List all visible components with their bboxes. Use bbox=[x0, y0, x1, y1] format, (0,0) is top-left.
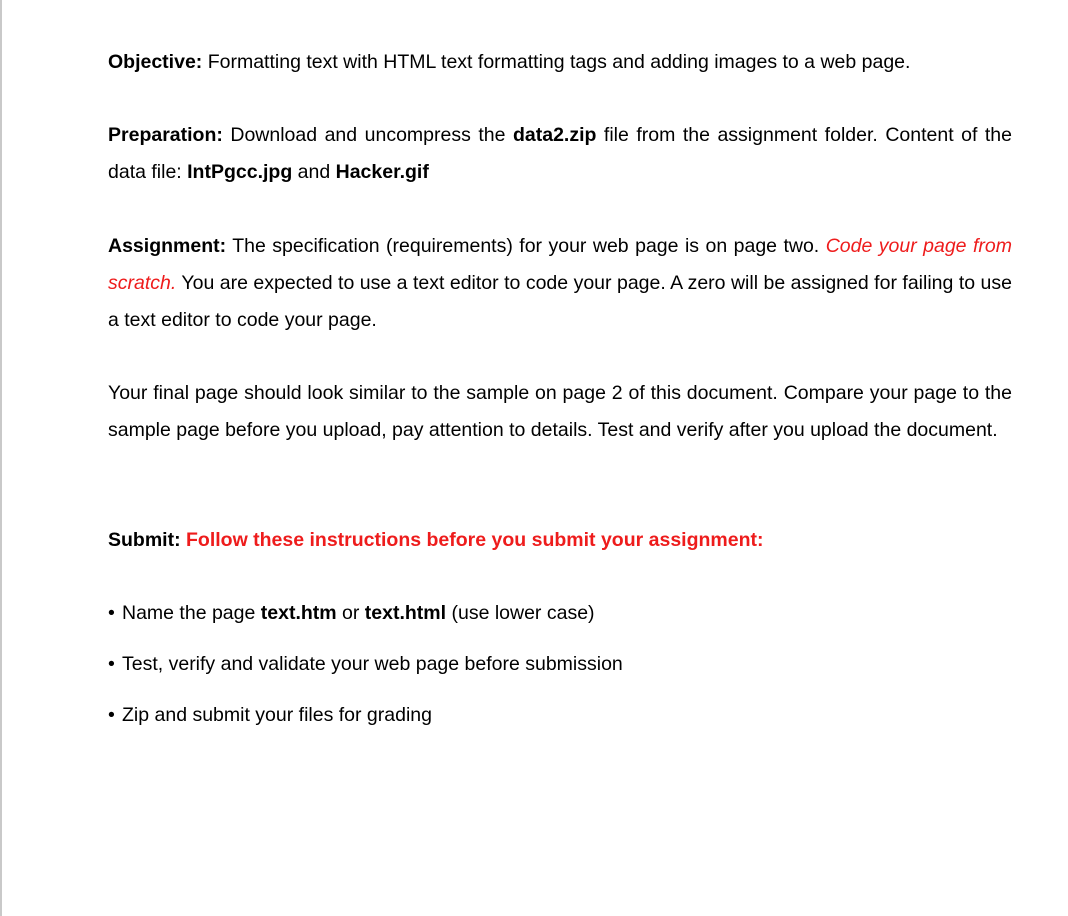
preparation-text-1: Download and uncompress the bbox=[222, 124, 513, 146]
preparation-text-2: file from the assignment folder. Content of the data file: bbox=[108, 124, 1012, 183]
submit-instructions-heading: Follow these instructions before you submit your assignment: bbox=[186, 529, 764, 551]
bullet-text-1c: (use lower case) bbox=[446, 602, 595, 624]
filename-htm: text.htm bbox=[260, 602, 337, 624]
code-from-scratch-note: Code your page from scratch. bbox=[108, 235, 1012, 294]
objective-paragraph bbox=[108, 44, 1012, 81]
objective-text: Formatting text with HTML text formatting tags and adding images to a web page. bbox=[202, 51, 911, 73]
final-page-paragraph bbox=[108, 375, 1012, 449]
preparation-label: Preparation: bbox=[108, 124, 223, 146]
image-filename-2: Hacker.gif bbox=[335, 161, 429, 183]
final-page-text: Your final page should look similar to the sample on page 2 of this document. Compare your page to the sample page before you upload, pay attention to details. Test and verify after you upload the document. bbox=[108, 382, 1012, 441]
assignment-text-2: You are expected to use a text editor to code your page. A zero will be assigned for failing to use a text editor to code your page. bbox=[108, 272, 1012, 331]
assignment-label: Assignment: bbox=[108, 235, 227, 257]
zip-filename: data2.zip bbox=[512, 124, 597, 146]
preparation-paragraph bbox=[108, 117, 1012, 191]
preparation-text-3: and bbox=[292, 161, 336, 183]
submit-label: Submit: bbox=[108, 529, 181, 551]
bullet-text-1a: Name the page bbox=[122, 602, 261, 624]
list-item bbox=[108, 646, 1012, 697]
submit-paragraph bbox=[108, 522, 1012, 559]
objective-label: Objective: bbox=[108, 51, 203, 73]
bullet-icon: • bbox=[108, 653, 115, 675]
bullet-icon: • bbox=[108, 602, 115, 624]
assignment-paragraph bbox=[108, 228, 1012, 339]
bullet-text-3: Zip and submit your files for grading bbox=[122, 704, 432, 726]
submission-checklist bbox=[108, 595, 1012, 748]
list-item bbox=[108, 595, 1012, 646]
filename-html: text.html bbox=[364, 602, 447, 624]
bullet-text-2: Test, verify and validate your web page before submission bbox=[122, 653, 623, 675]
page-left-edge bbox=[0, 0, 2, 916]
assignment-text-1: The specification (requirements) for your web page is on page two. bbox=[226, 235, 826, 257]
list-item bbox=[108, 697, 1012, 748]
image-filename-1: IntPgcc.jpg bbox=[187, 161, 293, 183]
bullet-icon: • bbox=[108, 704, 115, 726]
bullet-text-1b: or bbox=[336, 602, 365, 624]
